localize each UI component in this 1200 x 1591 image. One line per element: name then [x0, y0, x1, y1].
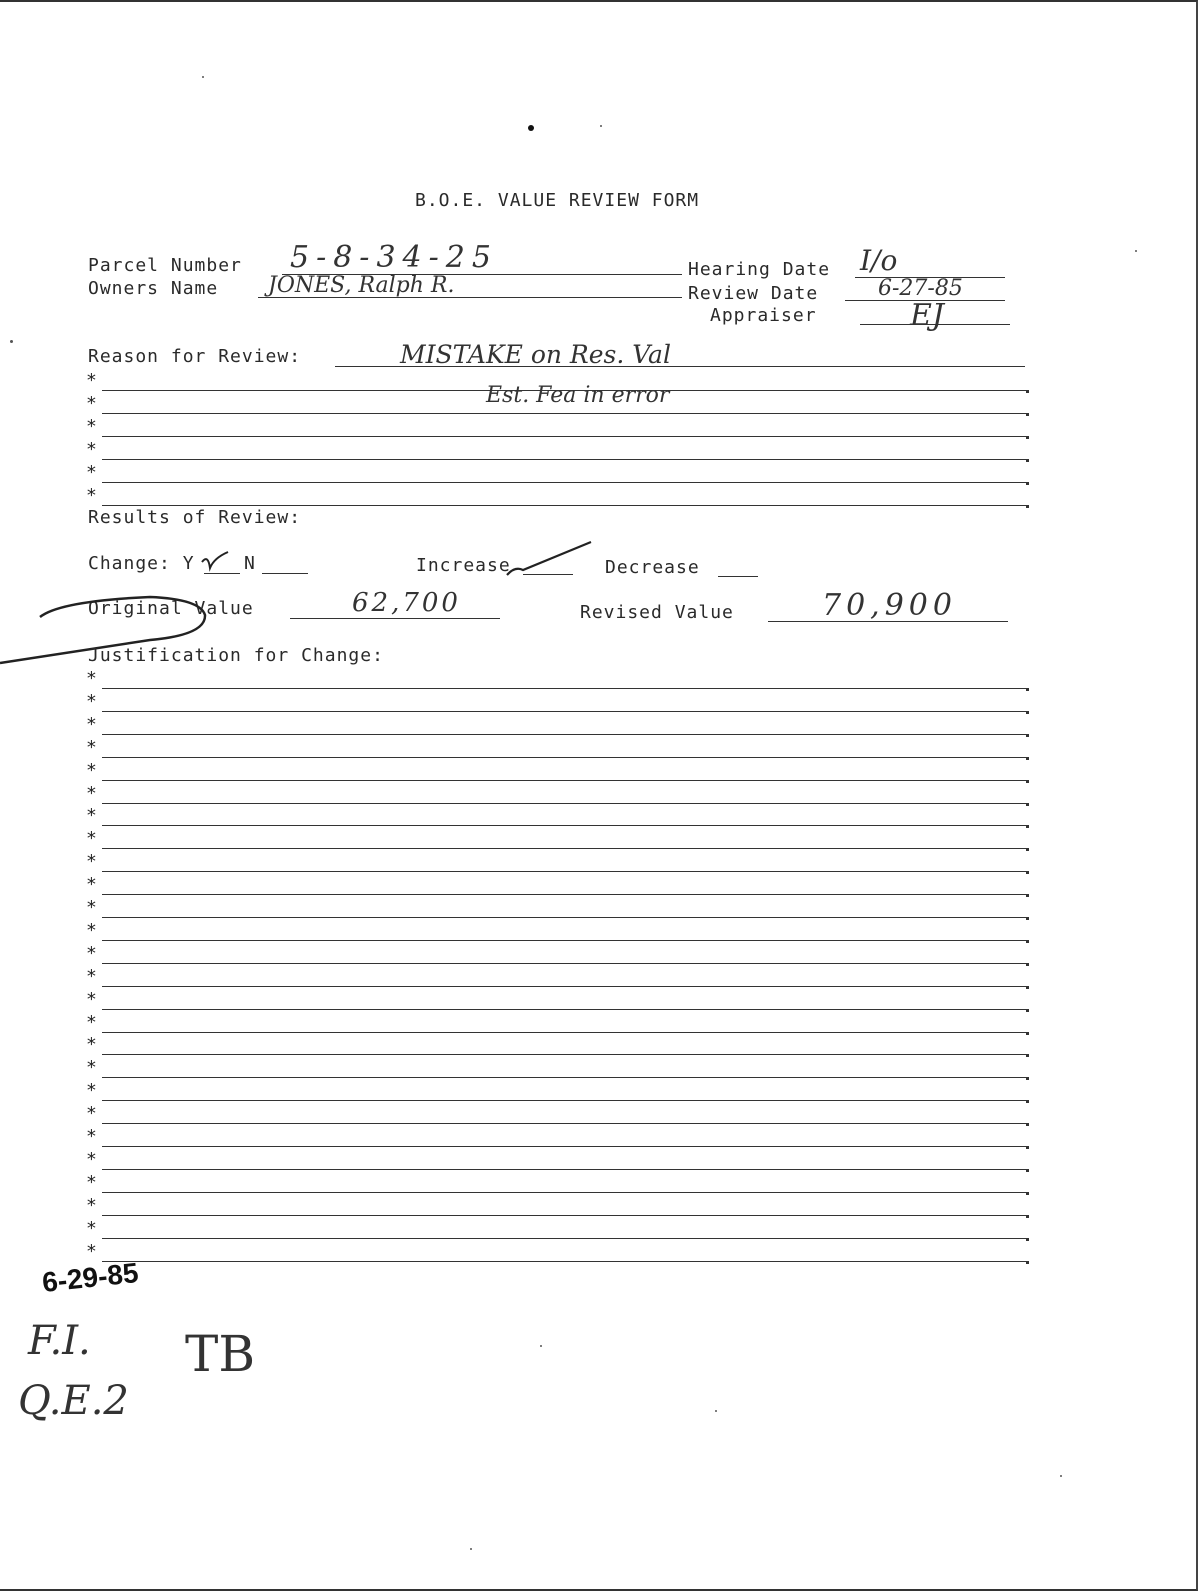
asterisk-marker: * — [86, 897, 97, 918]
line-end-dot — [1026, 1123, 1029, 1126]
reason-line-1[interactable]: * — [86, 370, 1026, 393]
asterisk-marker: * — [86, 919, 97, 941]
asterisk-marker: * — [86, 1194, 97, 1216]
justification-line[interactable] — [86, 737, 1026, 760]
line-end-dot — [1026, 1192, 1029, 1195]
reason-line-4[interactable]: * — [86, 439, 1026, 462]
rule — [102, 986, 1026, 987]
justification-line[interactable] — [86, 943, 1026, 966]
rule — [102, 780, 1026, 781]
speck — [715, 1410, 717, 1412]
justification-line[interactable] — [86, 920, 1026, 943]
justification-line[interactable] — [86, 1103, 1026, 1126]
rule — [102, 734, 1026, 735]
line-end-dot — [1026, 1215, 1029, 1218]
line-end-dot — [1026, 917, 1029, 920]
line-end-dot — [1026, 871, 1029, 874]
justification-line[interactable] — [86, 1149, 1026, 1172]
speck — [600, 125, 602, 127]
reason-line-5[interactable]: * — [86, 462, 1026, 485]
decrease-line[interactable] — [718, 576, 758, 577]
rule — [102, 711, 1026, 712]
reason-line-2-text: Est. Fea in error — [486, 383, 670, 408]
original-value[interactable]: 62,700 — [352, 588, 461, 618]
justification-line[interactable] — [86, 1080, 1026, 1103]
rule — [102, 825, 1026, 826]
justification-line[interactable] — [86, 1057, 1026, 1080]
asterisk-marker: * — [86, 1034, 97, 1056]
justification-line[interactable] — [86, 1241, 1026, 1264]
speck — [202, 76, 204, 78]
annotation-line1: F.I. — [28, 1318, 91, 1364]
line-end-dot — [1026, 1100, 1029, 1103]
speck — [540, 1345, 542, 1347]
line-end-dot — [1026, 894, 1029, 897]
hearing-date-value[interactable]: I/o — [860, 244, 898, 277]
asterisk-marker: * — [86, 782, 97, 804]
speck — [1135, 250, 1137, 252]
rule — [102, 894, 1026, 895]
reason-line-3[interactable]: * — [86, 416, 1026, 439]
speck — [528, 125, 534, 131]
form-title: B.O.E. VALUE REVIEW FORM — [415, 190, 700, 211]
review-date-label: Review Date — [688, 283, 819, 304]
rule — [102, 848, 1026, 849]
justification-line[interactable] — [86, 760, 1026, 783]
annotation-date: 6-29-85 — [40, 1257, 140, 1298]
speck — [1060, 1475, 1062, 1477]
revised-value-label: Revised Value — [580, 602, 734, 623]
rule — [102, 1192, 1026, 1193]
justification-line[interactable] — [86, 897, 1026, 920]
rule — [102, 1238, 1026, 1239]
asterisk-marker: * — [86, 874, 97, 896]
decrease-label: Decrease — [605, 557, 700, 578]
results-label: Results of Review: — [88, 507, 302, 528]
justification-line[interactable] — [86, 828, 1026, 851]
justification-line[interactable] — [86, 966, 1026, 989]
asterisk-marker: * — [86, 1103, 97, 1125]
increase-label: Increase — [416, 555, 511, 576]
line-end-dot — [1026, 963, 1029, 966]
parcel-number-label: Parcel Number — [88, 255, 242, 276]
hearing-date-label: Hearing Date — [688, 259, 831, 280]
line-end-dot — [1026, 1169, 1029, 1172]
original-value-label: Original Value — [88, 598, 254, 619]
asterisk-marker: * — [86, 759, 97, 781]
rule — [102, 1100, 1026, 1101]
reason-label: Reason for Review: — [88, 346, 302, 367]
line-end-dot — [1026, 1261, 1029, 1264]
revised-value[interactable]: 70,900 — [822, 588, 957, 623]
asterisk-marker: * — [86, 1080, 97, 1102]
asterisk-marker: * — [86, 805, 97, 827]
line-end-dot — [1026, 1054, 1029, 1057]
rule — [102, 1009, 1026, 1010]
line-end-dot — [1026, 803, 1029, 806]
annotation-line2: Q.E.2 — [18, 1378, 129, 1424]
justification-line[interactable] — [86, 1218, 1026, 1241]
line-end-dot — [1026, 688, 1029, 691]
justification-line[interactable] — [86, 805, 1026, 828]
justification-line[interactable] — [86, 1034, 1026, 1057]
asterisk-marker: * — [86, 828, 97, 850]
line-end-dot — [1026, 1032, 1029, 1035]
appraiser-value[interactable]: EJ — [910, 298, 944, 333]
rule — [102, 1077, 1026, 1078]
asterisk-marker: * — [86, 1011, 97, 1033]
line-end-dot — [1026, 825, 1029, 828]
asterisk-marker: * — [86, 713, 97, 735]
reason-line-2[interactable]: * Est. Fea in error — [86, 393, 1026, 416]
original-value-line — [290, 618, 500, 619]
line-end-dot — [1026, 711, 1029, 714]
rule — [102, 803, 1026, 804]
asterisk-marker: * — [86, 1240, 97, 1262]
asterisk-marker: * — [86, 1126, 97, 1147]
line-end-dot — [1026, 986, 1029, 989]
line-end-dot — [1026, 1077, 1029, 1080]
asterisk-marker: * — [86, 851, 97, 873]
rule — [102, 1169, 1026, 1170]
justification-line[interactable] — [86, 851, 1026, 874]
rule — [102, 940, 1026, 941]
rule — [102, 1054, 1026, 1055]
line-end-dot — [1026, 757, 1029, 760]
change-n-label: N — [244, 553, 256, 574]
rule — [102, 1261, 1026, 1262]
change-label: Change: Y — [88, 553, 195, 574]
justification-line[interactable] — [86, 989, 1026, 1012]
rule — [102, 1123, 1026, 1124]
reason-value[interactable]: MISTAKE on Res. Val — [400, 340, 671, 369]
asterisk-marker: * — [86, 668, 97, 689]
rule — [102, 1215, 1026, 1216]
asterisk-marker: * — [86, 736, 97, 758]
justification-line[interactable] — [86, 1012, 1026, 1035]
rule — [102, 757, 1026, 758]
rule — [102, 963, 1026, 964]
rule — [102, 1032, 1026, 1033]
increase-checkmark — [505, 540, 595, 580]
asterisk-marker: * — [86, 1217, 97, 1239]
rule — [102, 688, 1026, 689]
change-n-line[interactable] — [262, 573, 308, 574]
line-end-dot — [1026, 734, 1029, 737]
parcel-number-value[interactable]: 5-8-34-25 — [290, 240, 498, 275]
line-end-dot — [1026, 1009, 1029, 1012]
line-end-dot — [1026, 1238, 1029, 1241]
rule — [102, 871, 1026, 872]
line-end-dot — [1026, 780, 1029, 783]
justification-line[interactable] — [86, 874, 1026, 897]
appraiser-label: Appraiser — [710, 305, 817, 326]
justification-line[interactable] — [86, 714, 1026, 737]
review-date-value[interactable]: 6-27-85 — [878, 276, 963, 301]
justification-label: Justification for Change: — [88, 645, 384, 666]
owners-name-value[interactable]: JONES, Ralph R. — [268, 273, 455, 298]
speck — [10, 340, 13, 343]
justification-line[interactable] — [86, 1126, 1026, 1149]
asterisk-marker: * — [86, 965, 97, 987]
line-end-dot — [1026, 848, 1029, 851]
rule — [102, 1146, 1026, 1147]
reason-line-6[interactable]: * — [86, 485, 1026, 508]
asterisk-marker: * — [86, 1171, 97, 1193]
justification-line[interactable] — [86, 691, 1026, 714]
justification-line[interactable] — [86, 783, 1026, 806]
justification-line[interactable] — [86, 668, 1026, 691]
asterisk-marker: * — [86, 1148, 97, 1170]
asterisk-marker: * — [86, 690, 97, 712]
justification-line[interactable] — [86, 1195, 1026, 1218]
asterisk-marker: * — [86, 988, 97, 1010]
asterisk-marker: * — [86, 942, 97, 964]
owners-name-label: Owners Name — [88, 278, 219, 299]
asterisk-marker: * — [86, 1057, 97, 1079]
rule — [102, 917, 1026, 918]
change-y-checkmark — [200, 550, 230, 574]
line-end-dot — [1026, 1146, 1029, 1149]
line-end-dot — [1026, 940, 1029, 943]
justification-line[interactable] — [86, 1172, 1026, 1195]
speck — [470, 1548, 472, 1550]
annotation-initials: TB — [185, 1325, 256, 1383]
